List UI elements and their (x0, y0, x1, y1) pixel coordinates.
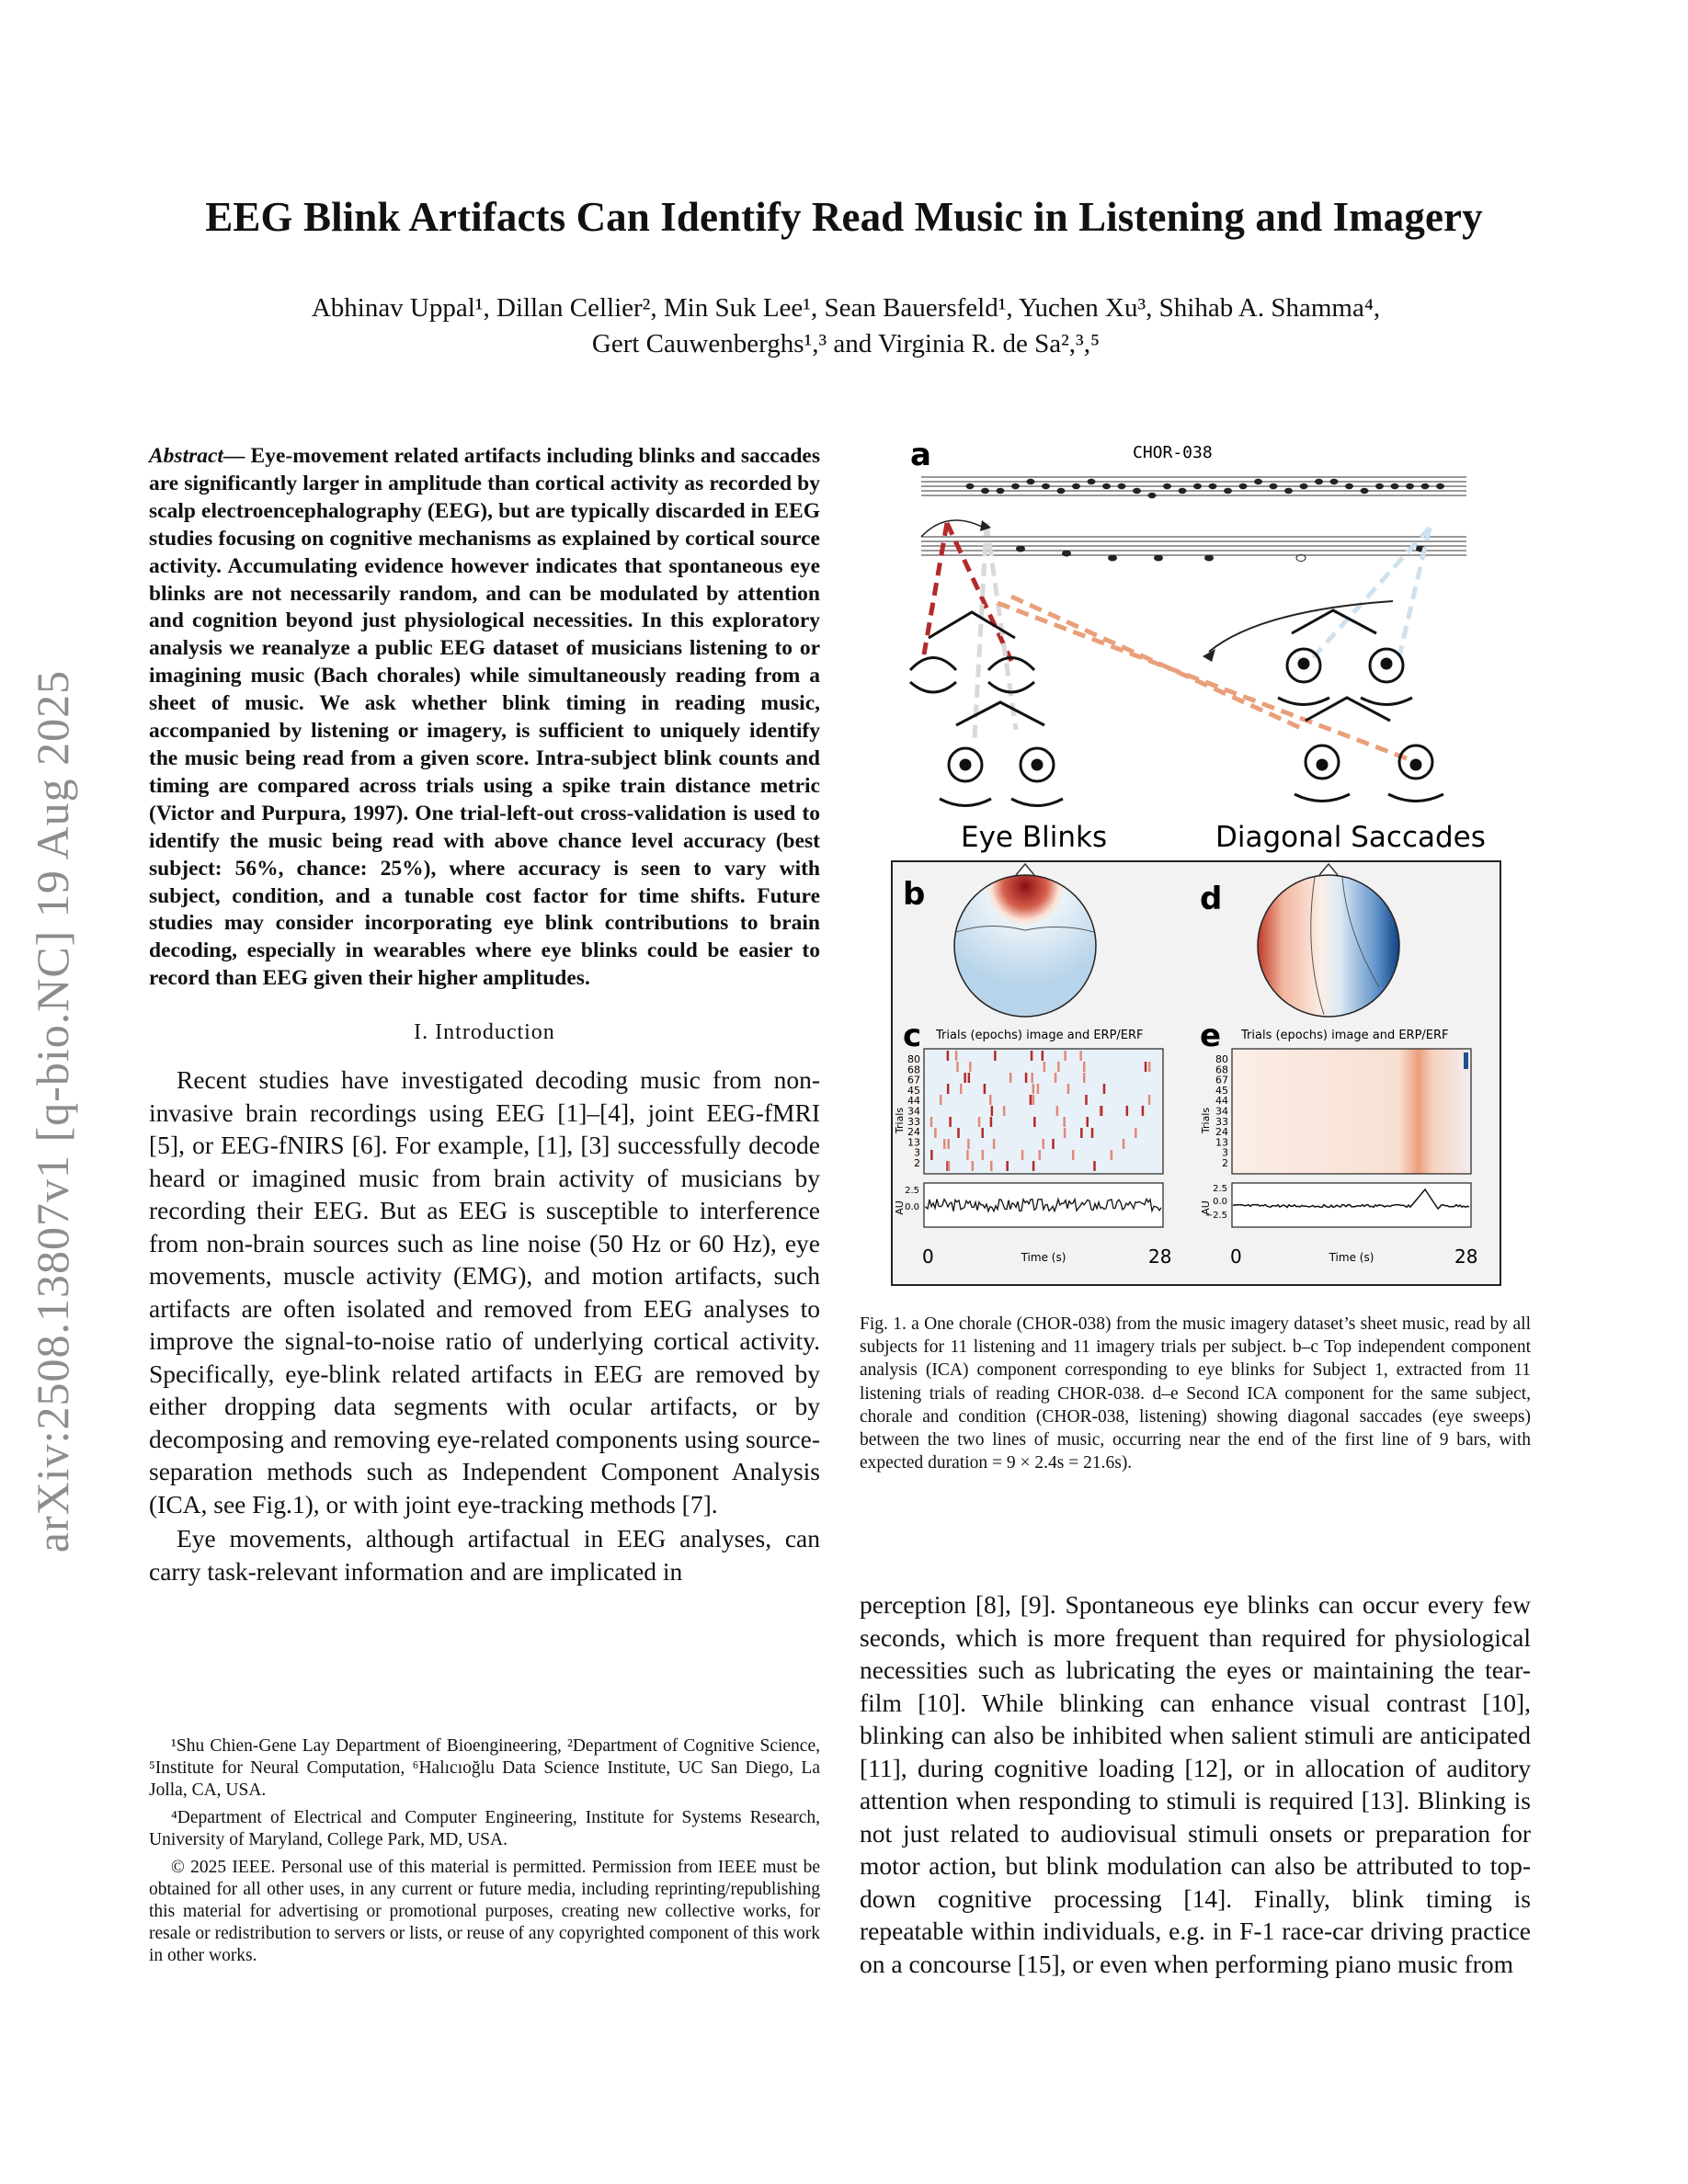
blink-mark (1064, 1051, 1066, 1061)
time-end-c: 28 (1148, 1246, 1172, 1268)
note-head (1209, 483, 1217, 489)
blink-mark (947, 1139, 950, 1149)
panel-d-label: d (1200, 881, 1223, 917)
right-paragraph: perception [8], [9]. Spontaneous eye blinks can occur every few seconds, which is more frequent than required for physiological necessities such as lubricating the eyes or maintaining the tear-film [10]. While blinking can enhance visual contrast [10], blinking can also be inhibited when salient stimuli are anticipated [11], during cognitive loading [12], or in allocation of auditory attention when responding to stimuli is required [13]. Blinking is not just related to audiovisual stimuli onsets or preparation for motor action, but blink modulation can also be attributed to top-down cognitive processing [14]. Finally, blink timing is repeatable within individuals, e.g. in F-1 race-car driving practice on a concourse [15], or even when performing piano music from (860, 1590, 1531, 1978)
blink-mark (957, 1128, 960, 1138)
note-head (1088, 479, 1096, 484)
note-head (1042, 483, 1050, 489)
trial-tick-label: 34 (1215, 1105, 1228, 1118)
note-head (1375, 483, 1384, 489)
note-head (1284, 488, 1293, 494)
note-head (1254, 479, 1262, 484)
blink-mark (969, 1062, 972, 1072)
trial-tick-label: 2 (914, 1157, 920, 1169)
note-head (1239, 483, 1248, 489)
authors-line-2: Gert Cauwenberghs¹,³ and Virginia R. de Sa²,³,⁵ (591, 329, 1101, 358)
blink-mark (1101, 1106, 1103, 1116)
note-head (1027, 479, 1035, 484)
note-head (1406, 483, 1414, 489)
blink-mark (972, 1161, 975, 1171)
blink-mark (1044, 1062, 1046, 1072)
trial-tick-label: 80 (907, 1053, 920, 1065)
blink-mark (930, 1150, 933, 1160)
blink-mark (1063, 1117, 1066, 1127)
au-tick-e-3: −2.5 (1204, 1211, 1227, 1221)
blink-mark (1083, 1073, 1086, 1083)
blink-mark (1032, 1095, 1035, 1105)
note-head (1300, 483, 1308, 489)
trial-tick-label: 34 (907, 1105, 920, 1118)
time-start-c: 0 (922, 1246, 934, 1268)
blink-mark (949, 1117, 952, 1127)
trial-tick-label: 13 (1215, 1136, 1228, 1149)
blink-mark (1111, 1150, 1113, 1160)
blink-mark (1003, 1106, 1006, 1116)
trial-tick-label: 33 (1215, 1115, 1228, 1128)
trial-tick-label: 68 (907, 1064, 920, 1076)
blink-mark (1135, 1128, 1137, 1138)
blink-mark (1031, 1051, 1033, 1061)
time-end-e: 28 (1454, 1246, 1478, 1268)
blink-mark (989, 1095, 992, 1105)
footnote-affiliation-umd: ⁴Department of Electrical and Computer Engineering, Institute for Systems Research, University of Maryland, College Park, MD, USA. (149, 1808, 820, 1849)
blink-mark (930, 1117, 933, 1127)
note-head (1102, 483, 1111, 489)
abstract (149, 443, 820, 993)
blink-mark (1103, 1084, 1106, 1094)
section-heading: I. Introduction (414, 1020, 555, 1045)
blink-mark (1093, 1161, 1096, 1171)
figure-caption: Fig. 1. a One chorale (CHOR-038) from the music imagery dataset’s sheet music, read by all subjects for 11 listening and 11 imagery trials per subject. b–c Top independent component analysis (ICA) component corresponding to eye blinks for Subject 1, extracted from 11 listening trials of reading CHOR-038. d–e Second ICA component for the same subject, chorale and condition (CHOR-038, listening) showing diagonal saccades (eye sweeps) between the two lines of music, occurring near the end of the first line of 9 bars, with expected duration = 9 × 2.4s = 21.6s). (860, 1314, 1531, 1473)
blink-mark (964, 1073, 966, 1083)
abstract-label: Abstract— (149, 444, 245, 468)
abstract-text: Eye-movement related artifacts including blinks and saccades are significantly larger in amplitude than cortical activity as recorded by scalp electroencephalography (EEG), but are typically discarded in EEG studies focusing on cognitive mechanisms as explained by cortical source activity. Accumulating evidence however indicates that spontaneous eye blinks are not necessarily random, and can be modulated by attention and cognition beyond just physiological necessities. In this exploratory analysis we reanalyze a public EEG dataset of musicians listening to or imagining music (Bach chorales) while simultaneously reading from a sheet of music. We ask whether blink timing in reading music, accompanied by listening or imagery, is sufficient to uniquely identify the music being read from a given score. Intra-subject blink counts and timing are compared across trials using a spike train distance metric (Victor and Purpura, 1997). One trial-left-out cross-validation is used to identify the music being read with above chance level accuracy (best subject: 56%, chance: 25%), where accuracy is seen to vary with subject, condition, and a tunable cost factor for time shifts. Future studies may consider incorporating eye blink contributions to brain decoding, especially in wearables where eye blinks could be easier to record than EEG given their higher amplitudes. (149, 444, 821, 991)
blink-mark (934, 1128, 937, 1138)
music-staff-bass (921, 537, 1466, 555)
paper-title: EEG Blink Artifacts Can Identify Read Music in Listening and Imagery (205, 194, 1483, 240)
note-head (1163, 483, 1171, 489)
erp-title-c: Trials (epochs) image and ERP/ERF (936, 1029, 1144, 1042)
blink-mark (981, 1128, 984, 1138)
blink-mark (1079, 1051, 1082, 1061)
note-head (1148, 493, 1157, 498)
au-tick-c-1: 2.5 (905, 1186, 919, 1196)
intro-paragraph-2: Eye movements, although artifactual in EEG analyses, can carry task-relevant information and are implicated in (149, 1524, 820, 1586)
footnote-affiliations-ucsd: ¹Shu Chien-Gene Lay Department of Bioengineering, ²Department of Cognitive Science, ⁵Institute for Neural Computation, ⁶Halıcıoğlu Data Science Institute, UC San Diego, La Jolla, CA, USA. (149, 1736, 820, 1800)
blink-mark (994, 1051, 997, 1061)
panel-e-label: e (1200, 1018, 1222, 1054)
blink-mark (966, 1150, 969, 1160)
blink-mark (1086, 1117, 1089, 1127)
blink-mark (1043, 1139, 1045, 1149)
author-list (184, 290, 1508, 362)
blink-mark (993, 1139, 996, 1149)
blink-mark (1126, 1106, 1129, 1116)
blink-mark (1039, 1150, 1042, 1160)
blink-mark (956, 1062, 959, 1072)
au-tick-e-2: 0.0 (1213, 1197, 1227, 1207)
trial-tick-label: 13 (907, 1136, 920, 1149)
blink-mark (1033, 1117, 1036, 1127)
time-start-e: 0 (1230, 1246, 1242, 1268)
blink-mark (955, 1051, 958, 1061)
blink-mark (1064, 1128, 1066, 1138)
note-head (1361, 488, 1369, 494)
trial-tick-label: 24 (907, 1126, 920, 1139)
trials-axis-c: Trials (894, 1107, 906, 1134)
trial-tick-label: 68 (1215, 1064, 1228, 1076)
blink-mark (947, 1051, 950, 1061)
blink-mark (1037, 1084, 1040, 1094)
trials-axis-e: Trials (1200, 1107, 1212, 1134)
blink-mark (940, 1095, 942, 1105)
note-head (981, 488, 989, 494)
copyright-notice: © 2025 IEEE. Personal use of this material is permitted. Permission from IEEE must be obtained for all other uses, in any current or future media, including reprinting/republishing this material for advertising or promotional purposes, creating new collective works, for resale or redistribution to servers or lists, or reuse of any copyrighted component of this work in other works. (149, 1858, 820, 1965)
intro-paragraph-1: Recent studies have investigated decoding music from non-invasive brain recordings using EEG [1]–[4], joint EEG-fMRI [5], or EEG-fNIRS [6]. For example, [1], [3] successfully decode heard or imagined music from brain activity of musicians by recording their EEG. But as EEG is susceptible to interference from non-brain sources such as line noise (50 Hz or 60 Hz), eye movements, muscle activity (EMG), and motion artifacts, such artifacts are often isolated and removed from EEG analyses to improve the signal-to-noise ratio of underlying cortical activity. Specifically, eye-blink related artifacts in EEG are removed by either dropping data segments with ocular artifacts, or by decomposing and removing eye-related components using source-separation methods such as Independent Component Analysis (ICA, see Fig.1), or with joint eye-tracking methods [7]. (149, 1065, 820, 1519)
au-axis-c: AU (894, 1200, 906, 1215)
note-head (1330, 479, 1339, 484)
blink-mark (948, 1161, 951, 1171)
blink-mark (1031, 1073, 1033, 1083)
figure-1 (883, 436, 1508, 1287)
time-axis-c: Time (s) (1021, 1251, 1066, 1264)
note-head (1193, 483, 1202, 489)
au-tick-c-2: 0.0 (905, 1202, 919, 1212)
face-blink-open (940, 702, 1063, 806)
right-column-text (860, 1588, 1531, 1980)
blink-mark (1091, 1128, 1094, 1138)
note-head (966, 483, 975, 489)
blink-mark (1080, 1128, 1083, 1138)
note-head (1057, 488, 1066, 494)
arxiv-identifier: arXiv:2508.13807v1 [q-bio.NC] 19 Aug 2025 (27, 669, 78, 1553)
footnotes (149, 1735, 820, 1973)
blink-mark (967, 1139, 970, 1149)
panel-b-label: b (903, 876, 926, 913)
note-head (1072, 483, 1080, 489)
au-axis-e: AU (1200, 1200, 1212, 1215)
note-head (1270, 483, 1278, 489)
blink-mark (1030, 1095, 1032, 1105)
eye-blinks-label: Eye Blinks (961, 821, 1108, 854)
trial-tick-label: 45 (907, 1084, 920, 1097)
authors-line-1: Abhinav Uppal¹, Dillan Cellier², Min Suk Lee¹, Sean Bauersfeld¹, Yuchen Xu³, Shihab A. Shamma⁴, (311, 293, 1381, 323)
note-head (1179, 488, 1187, 494)
blink-mark (1083, 1062, 1086, 1072)
blink-mark (990, 1117, 993, 1127)
trial-tick-label: 33 (907, 1115, 920, 1128)
blink-mark (978, 1117, 981, 1127)
blink-mark (1148, 1062, 1151, 1072)
blink-mark (1123, 1139, 1125, 1149)
blink-mark (1032, 1161, 1035, 1171)
blink-mark (984, 1084, 987, 1094)
trial-tick-label: 80 (1215, 1053, 1228, 1065)
blink-mark (1032, 1084, 1035, 1094)
trial-tick-label: 44 (1215, 1095, 1228, 1108)
trial-tick-label: 45 (1215, 1084, 1228, 1097)
blink-mark (1057, 1062, 1060, 1072)
trial-tick-label: 3 (1222, 1146, 1228, 1159)
blink-mark (990, 1161, 993, 1171)
note-head (1345, 483, 1353, 489)
blink-mark (991, 1106, 994, 1116)
trial-tick-label: 3 (914, 1146, 920, 1159)
trial-tick-label: 24 (1215, 1126, 1228, 1139)
blink-mark (1085, 1095, 1088, 1105)
chorale-label: CHOR-038 (1133, 443, 1213, 462)
note-head (1421, 483, 1430, 489)
blink-mark (1006, 1161, 1009, 1171)
time-axis-e: Time (s) (1329, 1251, 1374, 1264)
blink-mark (968, 1073, 971, 1083)
note-head (1391, 483, 1399, 489)
au-tick-e-1: 2.5 (1213, 1184, 1227, 1194)
blink-mark (1025, 1073, 1028, 1083)
blink-mark (1042, 1051, 1044, 1061)
blink-mark (1145, 1062, 1147, 1072)
blink-mark (1072, 1150, 1075, 1160)
left-column (149, 443, 820, 1587)
saccade-outlier-mark (1464, 1052, 1468, 1069)
saccade-gaze-lines (998, 528, 1430, 762)
blink-mark (943, 1139, 946, 1149)
trial-tick-label: 67 (1215, 1074, 1228, 1086)
diagonal-saccades-label: Diagonal Saccades (1215, 821, 1486, 854)
blink-mark (960, 1084, 963, 1094)
blink-mark (1067, 1084, 1070, 1094)
blink-mark (947, 1084, 950, 1094)
note-head (1011, 483, 1020, 489)
panel-c-label: c (903, 1018, 922, 1054)
blink-mark (1142, 1106, 1145, 1116)
note-head (997, 488, 1005, 494)
note-head (1436, 483, 1444, 489)
blink-mark (982, 1150, 985, 1160)
trial-tick-label: 2 (1222, 1157, 1228, 1169)
note-head (1224, 488, 1232, 494)
blink-mark (1021, 1150, 1024, 1160)
music-notes-line-2 (1016, 546, 1425, 562)
trial-tick-label: 44 (907, 1095, 920, 1108)
blink-mark (1148, 1095, 1151, 1105)
erp-title-e: Trials (epochs) image and ERP/ERF (1241, 1029, 1449, 1042)
blink-mark (1056, 1106, 1059, 1116)
blink-mark (1055, 1073, 1057, 1083)
trial-tick-label: 67 (907, 1074, 920, 1086)
trials-image-saccade (1232, 1049, 1471, 1174)
panel-a-label: a (910, 437, 931, 473)
note-head (1133, 488, 1141, 494)
note-head (1315, 479, 1323, 484)
blink-mark (1052, 1139, 1055, 1149)
face-saccade-down (1295, 698, 1443, 802)
blink-mark (1009, 1073, 1012, 1083)
note-head (1118, 483, 1126, 489)
